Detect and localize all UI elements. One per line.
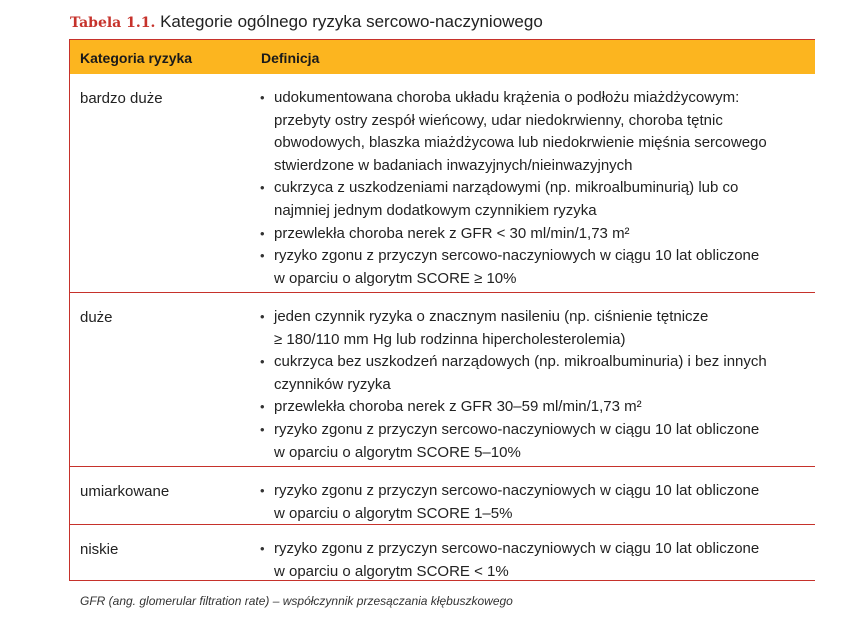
item-text: ryzyko zgonu z przyczyn sercowo-naczyniowych w ciągu 10 lat obliczone w oparciu o algorytm SCORE 5–10% [274, 420, 760, 461]
item-text: przewlekła choroba nerek z GFR < 30 ml/min/1,73 m² [274, 224, 630, 242]
row-category: duże [80, 309, 113, 326]
row-category: umiarkowane [80, 483, 170, 500]
list-item [260, 223, 810, 246]
item-text: ryzyko zgonu z przyczyn sercowo-naczyniowych w ciągu 10 lat obliczone w oparciu o algorytm SCORE < 1% [274, 540, 760, 580]
table-row [70, 524, 815, 580]
table-caption [70, 11, 543, 34]
definition-list [260, 87, 810, 290]
item-text: cukrzyca z uszkodzeniami narządowymi (np. mikroalbuminurią) lub co najmniej jednym dodatkowym czynnikiem ryzyka [274, 179, 739, 219]
definition-list [260, 480, 810, 525]
bullet-icon: • [260, 309, 265, 324]
risk-category-table [69, 39, 815, 581]
header-definition: Definicja [261, 50, 320, 66]
list-item [260, 419, 810, 464]
definition-list [260, 306, 810, 464]
item-text: ryzyko zgonu z przyczyn sercowo-naczyniowych w ciągu 10 lat obliczone w oparciu o algorytm SCORE 1–5% [274, 482, 760, 522]
table-row [70, 466, 815, 524]
list-item [260, 245, 810, 290]
table-row [70, 74, 815, 292]
table-title: Kategorie ogólnego ryzyka sercowo-naczyniowego [160, 12, 543, 31]
table-number: Tabela 1.1. [70, 15, 156, 31]
list-item [260, 538, 810, 583]
bullet-icon: • [260, 421, 265, 437]
list-item [260, 87, 810, 177]
item-text: jeden czynnik ryzyka o znacznym nasileniu (np. ciśnienie tętnicze ≥ 180/110 mm Hg lub rodzinna hipercholesterolemia) [274, 308, 709, 348]
row-category: niskie [80, 541, 119, 558]
bullet-icon: • [260, 354, 265, 370]
bullet-icon: • [260, 248, 265, 264]
list-item [260, 480, 810, 525]
bullet-icon: • [260, 483, 265, 498]
item-text: ryzyko zgonu z przyczyn sercowo-naczyniowych w ciągu 10 lat obliczone w oparciu o algorytm SCORE ≥ 10% [274, 247, 760, 287]
list-item [260, 351, 810, 396]
item-text: udokumentowana choroba układu krążenia o podłożu miażdżycowym: przebyty ostry zespół wieńcowy, udar niedokrwienny, choroba tętnic obwodowych, blaszka miażdżycowa lub niedokrwienie mięśnia sercowego stwierdzone w badaniach inwazyjnych/nieinwazyjnych [274, 89, 767, 174]
bullet-icon: • [260, 225, 265, 241]
definition-list [260, 538, 810, 583]
bullet-icon: • [260, 541, 265, 556]
item-text: przewlekła choroba nerek z GFR 30–59 ml/min/1,73 m² [274, 398, 642, 416]
header-category: Kategoria ryzyka [80, 50, 193, 66]
list-item [260, 396, 810, 419]
table-header [70, 40, 815, 74]
bullet-icon: • [260, 399, 265, 415]
table-footnote: GFR (ang. glomerular filtration rate) – współczynnik przesączania kłębuszkowego [80, 594, 513, 608]
item-text: cukrzyca bez uszkodzeń narządowych (np. mikroalbuminuria) i bez innych czynników ryzyka [274, 353, 767, 393]
list-item [260, 177, 810, 222]
bullet-icon: • [260, 90, 265, 105]
table-row [70, 292, 815, 466]
bullet-icon: • [260, 180, 265, 196]
row-category: bardzo duże [80, 90, 163, 107]
list-item [260, 306, 810, 351]
